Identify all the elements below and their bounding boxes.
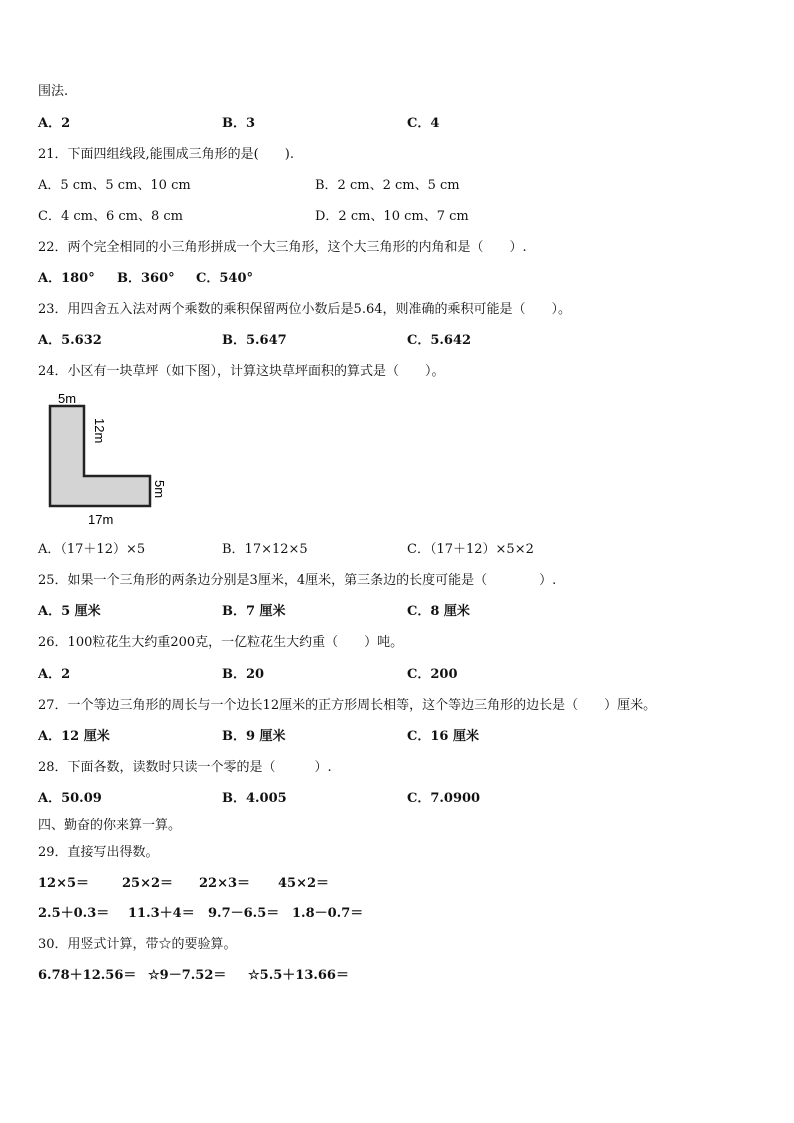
q25-option-c[interactable]: C．8 厘米 bbox=[407, 604, 470, 619]
q24-option-a[interactable]: A．（17＋12）×5 bbox=[38, 542, 146, 557]
q22-option-a[interactable]: A．180° bbox=[38, 271, 95, 286]
q23-option-c[interactable]: C．5.642 bbox=[407, 333, 472, 348]
q22-option-c[interactable]: C．540° bbox=[196, 271, 253, 286]
q24-option-b[interactable]: B．17×12×5 bbox=[222, 542, 308, 557]
q21-option-d[interactable]: D．2 cm、10 cm、7 cm bbox=[315, 209, 469, 224]
q23-option-b[interactable]: B．5.647 bbox=[222, 333, 287, 348]
q29-row2-item4: 1.8－0.7＝ bbox=[292, 906, 364, 921]
label-vertical-height: 12m bbox=[92, 418, 107, 444]
q29-row1-item3: 22×3＝ bbox=[199, 876, 251, 891]
q29-row2-item1: 2.5＋0.3＝ bbox=[38, 906, 110, 921]
q30-item3: ☆5.5＋13.66＝ bbox=[248, 968, 349, 983]
q25-stem: 25．如果一个三角形的两条边分别是3厘米，4厘米，第三条边的长度可能是（ ）. bbox=[38, 573, 557, 588]
q29-row1-item1: 12×5＝ bbox=[38, 876, 90, 891]
q27-option-c[interactable]: C．16 厘米 bbox=[407, 729, 479, 744]
q26-stem: 26．100粒花生大约重200克，一亿粒花生大约重（ ）吨。 bbox=[38, 635, 404, 650]
q20-option-a[interactable]: A．2 bbox=[38, 116, 71, 131]
q20-option-c[interactable]: C．4 bbox=[407, 116, 440, 131]
q24-stem: 24．小区有一块草坪（如下图），计算这块草坪面积的算式是（ ）。 bbox=[38, 364, 445, 379]
q29-row1-item2: 25×2＝ bbox=[122, 876, 174, 891]
section-4-heading: 四、勤奋的你来算一算。 bbox=[38, 818, 182, 833]
q24-option-c[interactable]: C．（17＋12）×5×2 bbox=[407, 542, 534, 557]
q30-item1: 6.78＋12.56＝ bbox=[38, 968, 137, 983]
q29-row2-item3: 9.7－6.5＝ bbox=[208, 906, 280, 921]
q28-option-b[interactable]: B．4.005 bbox=[222, 791, 287, 806]
q26-option-b[interactable]: B．20 bbox=[222, 667, 265, 682]
lawn-l-shape-figure bbox=[40, 388, 180, 530]
q25-option-a[interactable]: A．5 厘米 bbox=[38, 604, 101, 619]
q26-option-a[interactable]: A．2 bbox=[38, 667, 71, 682]
q20-option-b[interactable]: B．3 bbox=[222, 116, 256, 131]
q28-option-a[interactable]: A．50.09 bbox=[38, 791, 102, 806]
q30-stem: 30．用竖式计算，带☆的要验算。 bbox=[38, 937, 237, 952]
q29-stem: 29．直接写出得数。 bbox=[38, 845, 159, 860]
q22-option-b[interactable]: B．360° bbox=[117, 271, 175, 286]
q22-stem: 22．两个完全相同的小三角形拼成一个大三角形，这个大三角形的内角和是（ ）. bbox=[38, 240, 527, 255]
q28-option-c[interactable]: C．7.0900 bbox=[407, 791, 481, 806]
q21-option-b[interactable]: B．2 cm、2 cm、5 cm bbox=[315, 178, 460, 193]
q23-option-a[interactable]: A．5.632 bbox=[38, 333, 102, 348]
q27-option-a[interactable]: A．12 厘米 bbox=[38, 729, 110, 744]
q25-option-b[interactable]: B．7 厘米 bbox=[222, 604, 286, 619]
label-top-width: 5m bbox=[58, 391, 77, 406]
q28-stem: 28．下面各数，读数时只读一个零的是（ ）. bbox=[38, 760, 332, 775]
q29-row2-item2: 11.3＋4＝ bbox=[128, 906, 195, 921]
q27-option-b[interactable]: B．9 厘米 bbox=[222, 729, 286, 744]
q27-stem: 27．一个等边三角形的周长与一个边长12厘米的正方形周长相等，这个等边三角形的边长是（ ）厘米。 bbox=[38, 698, 657, 713]
label-bottom-length: 17m bbox=[88, 512, 114, 527]
q30-item2: ☆9－7.52＝ bbox=[148, 968, 227, 983]
q23-stem: 23．用四舍五入法对两个乘数的乘积保留两位小数后是5.64，则准确的乘积可能是（ ）。 bbox=[38, 302, 571, 317]
q21-stem: 21．下面四组线段,能围成三角形的是( ). bbox=[38, 147, 294, 162]
q29-row1-item4: 45×2＝ bbox=[278, 876, 330, 891]
q21-option-c[interactable]: C．4 cm、6 cm、8 cm bbox=[38, 209, 183, 224]
q21-option-a[interactable]: A．5 cm、5 cm、10 cm bbox=[38, 178, 191, 193]
q26-option-c[interactable]: C．200 bbox=[407, 667, 458, 682]
q20-stem-tail: 围法. bbox=[38, 84, 69, 99]
label-right-height: 5m bbox=[152, 480, 167, 499]
